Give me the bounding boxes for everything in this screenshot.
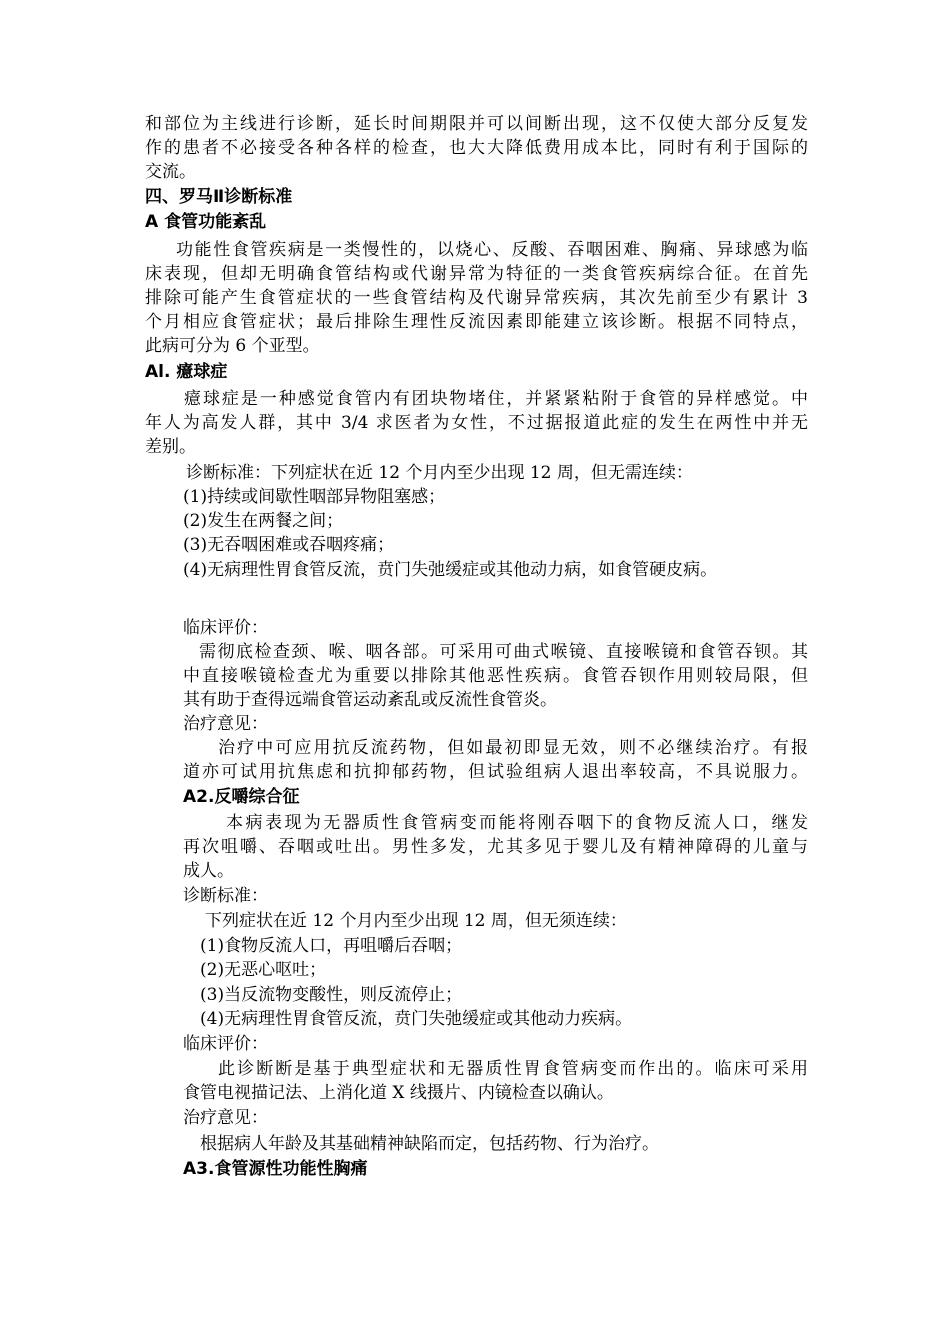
section-heading: A3.食管源性功能性胸痛 — [183, 1159, 368, 1179]
text-line: 下列症状在近 12 个月内至少出现 12 周，但无须连续： — [205, 911, 627, 931]
text-line: (4)无病理性胃食管反流，贲门失弛缓症或其他动力疾病。 — [200, 1009, 633, 1029]
text-line: 个月相应食管症状；最后排除生理性反流因素即能建立该诊断。根据不同特点， — [145, 312, 808, 332]
section-heading: A 食管功能紊乱 — [145, 212, 267, 232]
text-line: 癔球症是一种感觉食管内有团块物堵住，并紧紧粘附于食管的异样感觉。中 — [184, 389, 808, 409]
text-line: 治疗意见： — [183, 714, 268, 734]
text-line: 功能性食管疾病是一类慢性的，以烧心、反酸、吞咽困难、胸痛、异球感为临 — [176, 240, 808, 260]
text-line: (3)当反流物变酸性，则反流停止； — [200, 985, 463, 1005]
text-line: 成人。 — [183, 861, 234, 881]
text-line: 中直接喉镜检查尤为重要以排除其他恶性疾病。食管吞钡作用则较局限，但 — [183, 666, 808, 686]
text-line: 床表现，但却无明确食管结构或代谢异常为特征的一类食管疾病综合征。在首先 — [145, 264, 808, 284]
text-line: 排除可能产生食管症状的一些食管结构及代谢异常疾病，其次先前至少有累计 3 — [145, 288, 808, 308]
section-heading: Al. 癔球症 — [145, 362, 228, 382]
section-heading: 四、罗马Ⅱ诊断标准 — [145, 187, 293, 207]
text-line: 临床评价： — [183, 618, 268, 638]
text-line: 道亦可试用抗焦虑和抗抑郁药物，但试验组病人退出率较高，不具说服力。 — [183, 762, 808, 782]
text-line: 再次咀嚼、吞咽或吐出。男性多发，尤其多见于婴儿及有精神障碍的儿童与 — [183, 837, 808, 857]
text-line: 年人为高发人群，其中 3/4 求医者为女性，不过据报道此症的发生在两性中并无 — [145, 413, 808, 433]
text-line: (1)持续或间歇性咽部异物阻塞感； — [183, 487, 446, 507]
text-line: 本病表现为无器质性食管病变而能将刚吞咽下的食物反流人口，继发 — [226, 813, 808, 833]
text-line: 食管电视描记法、上消化道 X 线摄片、内镜检查以确认。 — [183, 1083, 614, 1103]
text-line: 此诊断断是基于典型症状和无器质性胃食管病变而作出的。临床可采用 — [218, 1059, 808, 1079]
text-line: (1)食物反流人口，再咀嚼后吞咽； — [200, 936, 463, 956]
text-line: 临床评价： — [183, 1034, 268, 1054]
text-line: 诊断标准： — [183, 886, 268, 906]
text-line: 根据病人年龄及其基础精神缺陷而定，包括药物、行为治疗。 — [200, 1134, 659, 1154]
text-line: 治疗中可应用抗反流药物，但如最初即显无效，则不必继续治疗。有报 — [218, 738, 808, 758]
text-line: 作的患者不必接受各种各样的检查，也大大降低费用成本比，同时有利于国际的 — [145, 138, 808, 158]
text-line: 诊断标准：下列症状在近 12 个月内至少出现 12 周，但无需连续： — [186, 463, 693, 483]
text-line: 交流。 — [145, 162, 196, 182]
text-line: 差别。 — [145, 437, 196, 457]
text-line: (3)无吞咽困难或吞咽疼痛； — [183, 535, 395, 555]
text-line: 和部位为主线进行诊断，延长时间期限并可以间断出现，这不仅使大部分反复发 — [145, 114, 808, 134]
text-line: 治疗意见： — [183, 1108, 268, 1128]
text-line: 此病可分为 6 个亚型。 — [145, 336, 320, 356]
section-heading: A2.反嚼综合征 — [183, 787, 300, 807]
text-line: 其有助于查得远端食管运动紊乱或反流性食管炎。 — [183, 690, 557, 710]
text-line: (2)无恶心呕吐； — [200, 960, 327, 980]
text-line: 需彻底检查颈、喉、咽各部。可采用可曲式喉镜、直接喉镜和食管吞钡。其 — [199, 642, 808, 662]
text-line: (2)发生在两餐之间； — [183, 511, 344, 531]
text-line: (4)无病理性胃食管反流，贲门失弛缓症或其他动力病，如食管硬皮病。 — [183, 560, 718, 580]
